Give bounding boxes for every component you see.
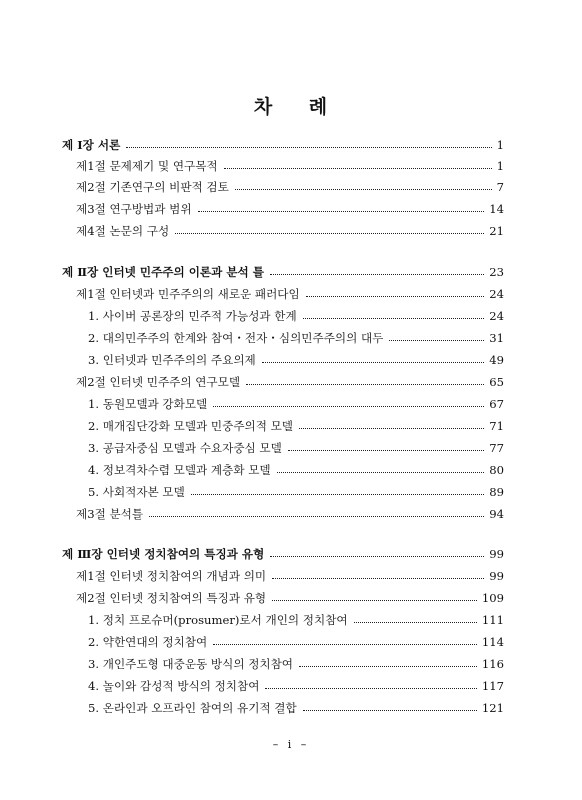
toc-entry-item[interactable] [0, 306, 582, 326]
toc-entry-item[interactable] [0, 350, 582, 370]
toc-entry-page-number: 94 [489, 507, 504, 521]
dot-leader [175, 227, 484, 234]
toc-entry-label: 3. 인터넷과 민주주의의 주요의제 [88, 350, 258, 370]
toc-entry-section[interactable] [0, 372, 582, 392]
toc-entry-label: 제4절 논문의 구성 [76, 221, 171, 241]
dot-leader [303, 312, 484, 319]
toc-entry-label: 제3절 분석틀 [76, 504, 145, 524]
toc-entry-label: 3. 공급자중심 모델과 수요자중심 모델 [88, 438, 284, 458]
toc-entry-label: 2. 약한연대의 정치참여 [88, 632, 209, 652]
dot-leader [224, 162, 492, 169]
toc-entry-label: 제 Ⅱ장 인터넷 민주주의 이론과 분석 틀 [62, 262, 266, 282]
toc-entry-page-number: 23 [489, 265, 504, 279]
dot-leader [213, 400, 484, 407]
dot-leader [270, 550, 484, 557]
toc-entry-section[interactable] [0, 177, 582, 197]
dot-leader [299, 422, 484, 429]
toc-entry-page-number: 21 [489, 224, 504, 238]
toc-entry-page-number: 121 [481, 701, 504, 715]
toc-entry-item[interactable] [0, 416, 582, 436]
toc-entry-section[interactable] [0, 504, 582, 524]
toc-entry-label: 제2절 인터넷 민주주의 연구모델 [76, 372, 242, 392]
toc-entry-page-number: 116 [481, 657, 504, 671]
page-number-footer: – i – [272, 738, 310, 751]
dot-leader [191, 488, 484, 495]
dot-leader [277, 466, 484, 473]
toc-entry-section[interactable] [0, 588, 582, 608]
dot-leader [272, 594, 477, 601]
toc-entry-section[interactable] [0, 156, 582, 176]
dot-leader [354, 616, 477, 623]
toc-entry-label: 4. 정보격차수렴 모델과 계층화 모델 [88, 460, 273, 480]
toc-entry-item[interactable] [0, 328, 582, 348]
toc-entry-label: 3. 개인주도형 대중운동 방식의 정치참여 [88, 654, 295, 674]
toc-entry-label: 제1절 인터넷과 민주주의의 새로운 패러다임 [76, 284, 302, 304]
toc-entry-label: 제1절 문제제기 및 연구목적 [76, 156, 220, 176]
toc-entry-page-number: 7 [496, 180, 504, 194]
toc-entry-item[interactable] [0, 482, 582, 502]
dot-leader [235, 183, 492, 190]
toc-entry-page-number: 67 [489, 397, 504, 411]
dot-leader [270, 268, 484, 275]
dot-leader [213, 638, 477, 645]
toc-entry-label: 제 Ⅰ장 서론 [62, 135, 122, 155]
toc-entry-item[interactable] [0, 698, 582, 718]
page-title: 차 례 [253, 96, 329, 118]
toc-entry-section[interactable] [0, 199, 582, 219]
toc-entry-label: 제2절 인터넷 정치참여의 특징과 유형 [76, 588, 268, 608]
toc-entry-page-number: 111 [481, 613, 504, 627]
dot-leader [265, 682, 477, 689]
toc-entry-item[interactable] [0, 460, 582, 480]
toc-entry-item[interactable] [0, 394, 582, 414]
dot-leader [299, 660, 477, 667]
toc-entry-label: 2. 매개집단강화 모델과 민중주의적 모델 [88, 416, 295, 436]
dot-leader [303, 704, 477, 711]
toc-entry-chapter[interactable] [0, 135, 582, 155]
toc-entry-label: 2. 대의민주주의 한계와 참여・전자・심의민주주의의 대두 [88, 328, 385, 348]
dot-leader [149, 510, 484, 517]
toc-entry-page-number: 1 [496, 138, 504, 152]
toc-entry-chapter[interactable] [0, 544, 582, 564]
dot-leader [306, 290, 484, 297]
toc-entry-page-number: 31 [489, 331, 504, 345]
toc-entry-label: 제3절 연구방법과 범위 [76, 199, 194, 219]
toc-entry-page-number: 80 [489, 463, 504, 477]
dot-leader [126, 141, 492, 148]
toc-entry-chapter[interactable] [0, 262, 582, 282]
toc-entry-item[interactable] [0, 676, 582, 696]
toc-entry-page-number: 14 [489, 202, 504, 216]
toc-entry-item[interactable] [0, 610, 582, 630]
dot-leader [272, 572, 484, 579]
toc-entry-section[interactable] [0, 221, 582, 241]
toc-entry-label: 1. 정치 프로슈머(prosumer)로서 개인의 정치참여 [88, 610, 350, 630]
toc-entry-page-number: 99 [489, 569, 504, 583]
toc-entry-page-number: 77 [489, 441, 504, 455]
toc-entry-label: 5. 온라인과 오프라인 참여의 유기적 결합 [88, 698, 299, 718]
toc-entry-label: 제 Ⅲ장 인터넷 정치참여의 특징과 유형 [62, 544, 266, 564]
dot-leader [198, 205, 484, 212]
dot-leader [288, 444, 484, 451]
toc-entry-label: 5. 사회적자본 모델 [88, 482, 187, 502]
toc-entry-page-number: 24 [489, 309, 504, 323]
toc-entry-page-number: 65 [489, 375, 504, 389]
toc-entry-page-number: 114 [481, 635, 504, 649]
toc-entry-page-number: 109 [481, 591, 504, 605]
toc-entry-label: 1. 동원모델과 강화모델 [88, 394, 209, 414]
toc-entry-page-number: 1 [496, 159, 504, 173]
toc-entry-item[interactable] [0, 438, 582, 458]
toc-entry-page-number: 71 [489, 419, 504, 433]
toc-entry-section[interactable] [0, 284, 582, 304]
toc-entry-section[interactable] [0, 566, 582, 586]
toc-entry-item[interactable] [0, 654, 582, 674]
dot-leader [262, 356, 484, 363]
toc-entry-page-number: 24 [489, 287, 504, 301]
dot-leader [246, 378, 484, 385]
toc-entry-page-number: 49 [489, 353, 504, 367]
toc-entry-label: 4. 놀이와 감성적 방식의 정치참여 [88, 676, 261, 696]
toc-entry-page-number: 117 [481, 679, 504, 693]
dot-leader [389, 334, 484, 341]
toc-entry-label: 1. 사이버 공론장의 민주적 가능성과 한계 [88, 306, 299, 326]
toc-entry-page-number: 99 [489, 547, 504, 561]
toc-entry-label: 제2절 기존연구의 비판적 검토 [76, 177, 231, 197]
toc-entry-label: 제1절 인터넷 정치참여의 개념과 의미 [76, 566, 268, 586]
toc-entry-item[interactable] [0, 632, 582, 652]
toc-entry-page-number: 89 [489, 485, 504, 499]
